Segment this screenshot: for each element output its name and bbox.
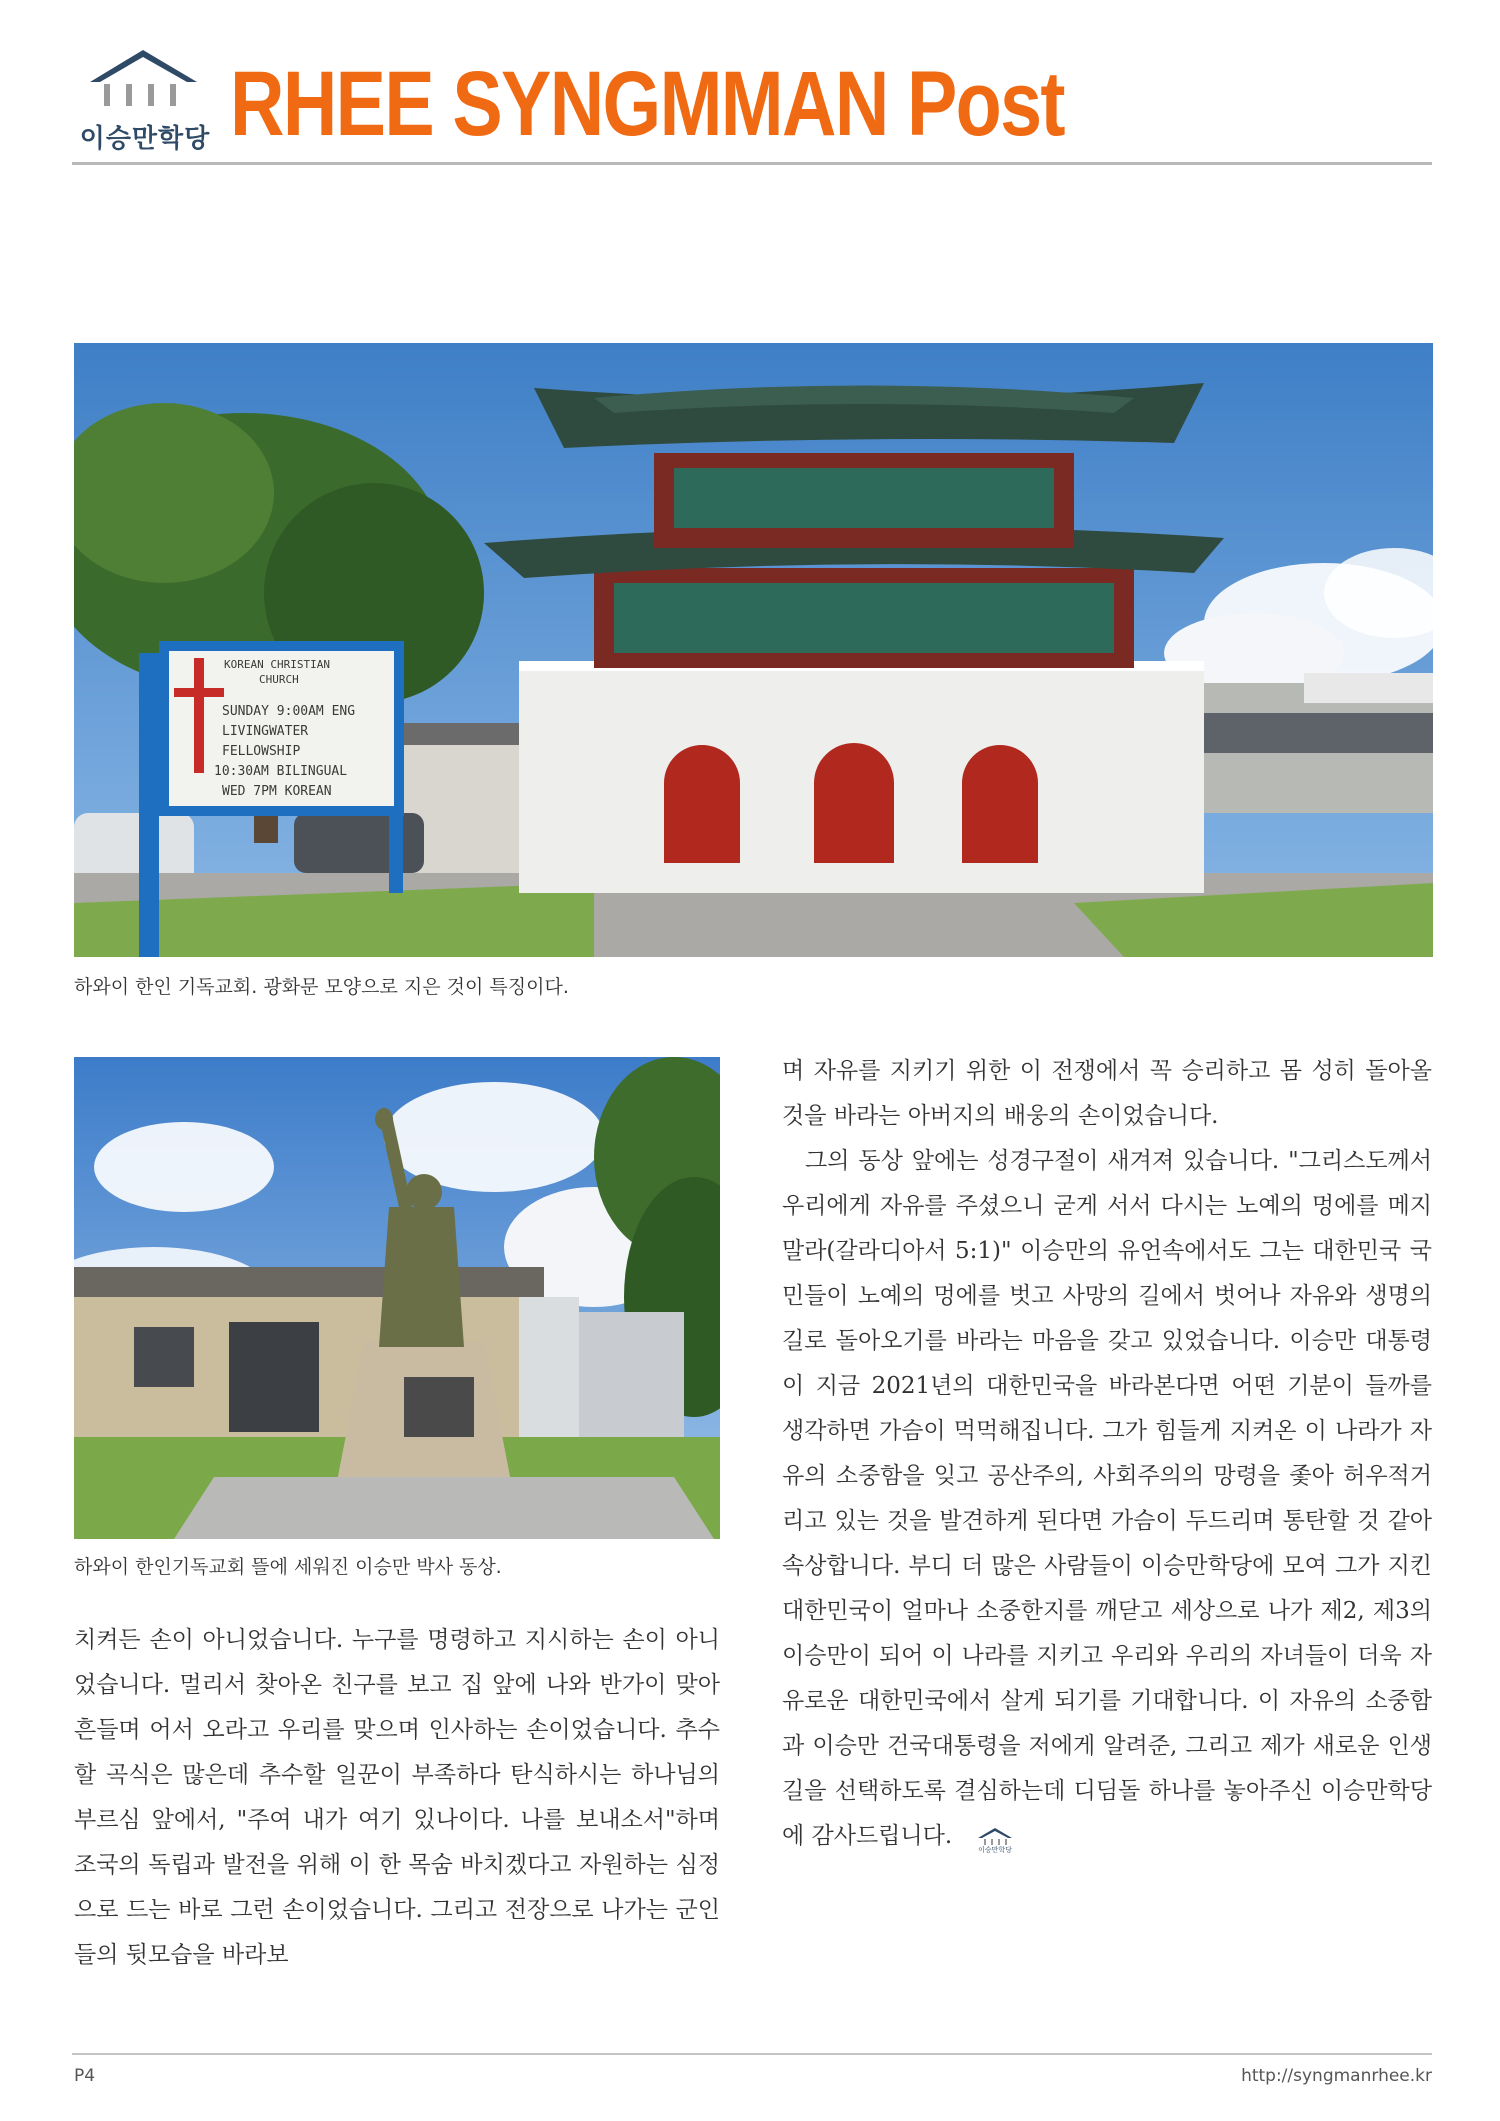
end-mark [952,1824,1013,1853]
sign-line: LIVINGWATER [222,724,309,739]
article-paragraph [782,1139,1432,1859]
article-left-column [74,1618,720,1978]
sign-line: KOREAN CHRISTIAN [224,658,330,671]
page-number: P4 [74,2066,96,2086]
page-title: RHEE SYNGMMAN Post [230,53,1064,155]
church-gate-photo [74,343,1433,957]
article-paragraph: 치켜든 손이 아니었습니다. 누구를 명령하고 지시하는 손이 아니었습니다. 멀리서 찾아온 친구를 보고 집 앞에 나와 반가이 맞아 흔들며 어서 오라고 우리를 맞으며 인사하는 손이었습니다. 추수할 곡식은 많은데 추수할 일꾼이 부족하다 탄식하시는 하나님의 부르심 앞에서, "주여 내가 여기 있나이다. 나를 보내소서"하며 조국의 독립과 발전을 위해 이 한 목숨 바치겠다고 자원하는 심정으로 드는 바로 그런 손이었습니다. 그리고 전장으로 나가는 군인들의 뒷모습을 바라보 [74,1627,720,1968]
sign-line: 10:30AM BILINGUAL [214,764,348,779]
header-divider [72,162,1432,165]
masthead-header [70,48,1430,166]
sign-line: FELLOWSHIP [222,744,301,759]
end-mark-text: 이승만학당 [978,1846,1013,1853]
footer-url[interactable]: http://syngmanrhee.kr [1241,2066,1432,2086]
article-right-column [782,1049,1432,1859]
article-paragraph-text: 그의 동상 앞에는 성경구절이 새겨져 있습니다. "그리스도께서 우리에게 자유를 주셨으니 굳게 서서 다시는 노예의 멍에를 메지 말라(갈라디아서 5:1)" 이승만의 유언속에서도 그는 대한민국 국민들이 노예의 멍에를 벗고 사망의 길에서 벗어나 자유와 생명의 길로 돌아오기를 바라는 마음을 갖고 있었습니다. 이승만 대통령이 지금 2021년의 대한민국을 바라본다면 어떤 기분이 들까를 생각하면 가슴이 먹먹해집니다. 그가 힘들게 지켜온 이 나라가 자유의 소중함을 잊고 공산주의, 사회주의의 망령을 좇아 허우적거리고 있는 것을 발견하게 된다면 가슴이 두드리며 통탄할 것 같아 속상합니다. 부디 더 많은 사람들이 이승만학당에 모여 그가 지킨 대한민국이 얼마나 소중한지를 깨닫고 세상으로 나가 제2, 제3의 이승만이 되어 이 나라를 지키고 우리와 우리의 자녀들이 더욱 자유로운 대한민국에서 살게 되기를 기대합니다. 이 자유의 소중함과 이승만 건국대통령을 저에게 알려준, 그리고 제가 새로운 인생길을 선택하도록 결심하는데 디딤돌 하나를 놓아주신 이승만학당에 감사드립니다. [782,1148,1432,1849]
logo-text: 이승만학당 [79,124,211,154]
photo-caption: 하와이 한인기독교회 뜰에 세워진 이승만 박사 동상. [74,1556,502,1578]
house-logo-icon [86,48,201,112]
house-logo-icon [975,1827,1015,1853]
sign-line: SUNDAY 9:00AM ENG [222,704,356,719]
sign-line: CHURCH [259,673,299,686]
photo-caption: 하와이 한인 기독교회. 광화문 모양으로 지은 것이 특징이다. [74,976,569,998]
sign-line: WED 7PM KOREAN [222,784,332,799]
footer-divider [72,2053,1432,2055]
statue-photo [74,1057,720,1539]
logo [70,48,220,158]
article-paragraph: 며 자유를 지키기 위한 이 전쟁에서 꼭 승리하고 몸 성히 돌아올 것을 바라는 아버지의 배웅의 손이었습니다. [782,1058,1432,1129]
